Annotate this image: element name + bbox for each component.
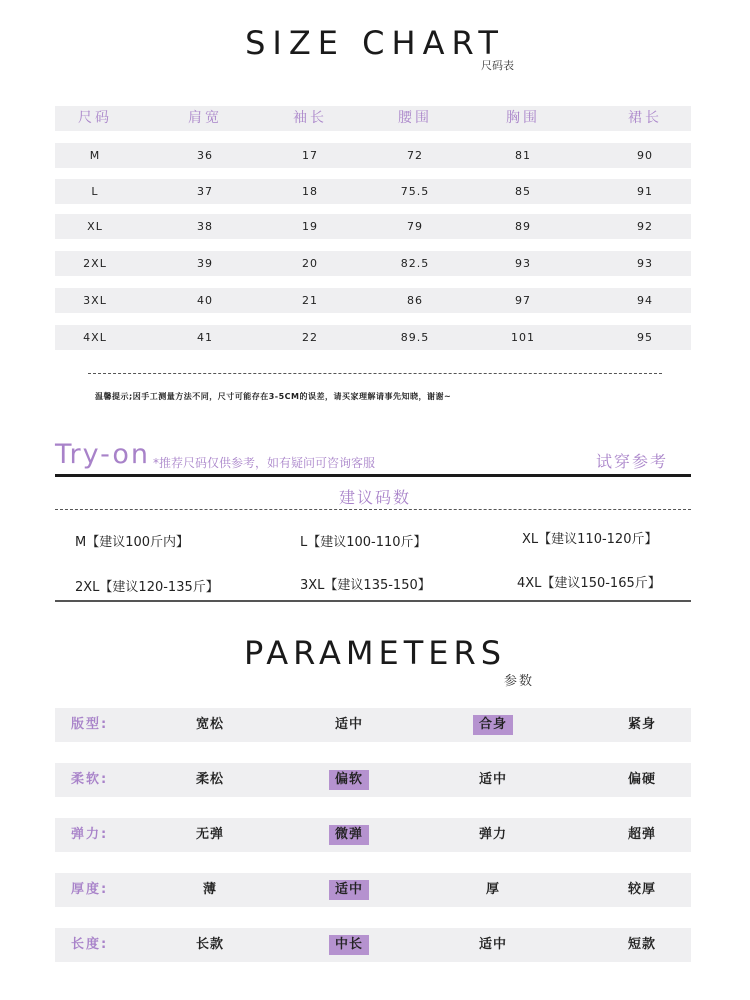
parameter-row: [55, 873, 691, 907]
table-cell: 17: [302, 149, 318, 162]
table-cell: 81: [515, 149, 531, 162]
table-header-cell: 袖长: [293, 110, 327, 126]
parameter-label: 厚度:: [71, 882, 109, 897]
parameter-option-selected: 合身: [473, 715, 513, 735]
parameter-option-selected: 中长: [329, 935, 369, 955]
parameter-option: 厚: [485, 882, 500, 897]
advice-item: M【建议100斤内】: [75, 535, 190, 550]
parameter-option: 适中: [478, 937, 507, 952]
table-cell: 92: [637, 220, 653, 233]
parameter-label: 长度:: [71, 937, 109, 952]
parameter-label: 版型:: [71, 717, 109, 732]
table-cell: 36: [197, 149, 213, 162]
table-cell: M: [89, 149, 101, 162]
parameter-option: 偏硬: [627, 772, 656, 787]
tryon-reference-label: 试穿参考: [596, 452, 669, 471]
parameter-label: 柔软:: [71, 772, 109, 787]
table-header-cell: 腰围: [398, 110, 432, 126]
advice-item: XL【建议110-120斤】: [522, 532, 658, 547]
table-header-row: [55, 106, 691, 131]
parameter-option-selected: 适中: [329, 880, 369, 900]
parameter-option: 宽松: [195, 717, 224, 732]
advice-item: 2XL【建议120-135斤】: [75, 580, 219, 595]
table-cell: 91: [637, 185, 653, 198]
table-cell: 82.5: [400, 257, 430, 270]
table-cell: 21: [302, 294, 318, 307]
table-cell: 85: [515, 185, 531, 198]
advice-item: 4XL【建议150-165斤】: [517, 576, 661, 591]
parameters-title: PARAMETERS: [243, 634, 507, 672]
table-cell: 39: [197, 257, 213, 270]
tryon-title: Try-on: [55, 439, 151, 470]
parameter-option-selected: 偏软: [329, 770, 369, 790]
divider: [55, 474, 691, 477]
parameters-subtitle: 参数: [504, 674, 535, 689]
parameter-option: 短款: [627, 937, 656, 952]
parameter-option: 超弹: [627, 827, 656, 842]
table-row: [55, 214, 691, 239]
table-row: [55, 143, 691, 168]
divider: [55, 600, 691, 602]
table-cell: 37: [197, 185, 213, 198]
table-cell: 4XL: [83, 331, 107, 344]
advice-item: 3XL【建议135-150】: [300, 578, 431, 593]
table-cell: 19: [302, 220, 318, 233]
table-cell: 86: [407, 294, 423, 307]
table-cell: 72: [407, 149, 423, 162]
table-cell: 38: [197, 220, 213, 233]
parameter-option: 长款: [195, 937, 224, 952]
parameter-option: 柔松: [195, 772, 224, 787]
table-cell: 41: [197, 331, 213, 344]
parameter-row: [55, 763, 691, 797]
table-header-cell: 裙长: [628, 110, 662, 126]
parameter-option: 适中: [478, 772, 507, 787]
parameter-row: [55, 708, 691, 742]
divider: [55, 509, 691, 510]
table-cell: 95: [637, 331, 653, 344]
parameter-option: 弹力: [478, 827, 507, 842]
table-header-cell: 尺码: [78, 110, 112, 126]
size-chart-title: SIZE CHART: [245, 24, 505, 62]
table-cell: 79: [407, 220, 423, 233]
divider: [88, 373, 662, 374]
measurement-tip: 温馨提示;因手工测量方法不同，尺寸可能存在3-5CM的误差，请买家理解请事先知晓，谢谢~: [95, 392, 452, 401]
table-cell: 93: [515, 257, 531, 270]
table-cell: 75.5: [400, 185, 430, 198]
table-cell: 89: [515, 220, 531, 233]
parameter-option: 紧身: [627, 717, 656, 732]
table-row: [55, 179, 691, 204]
table-row: [55, 325, 691, 350]
parameter-option: 较厚: [627, 882, 656, 897]
table-cell: 94: [637, 294, 653, 307]
table-cell: XL: [87, 220, 103, 233]
table-row: [55, 251, 691, 276]
table-cell: 20: [302, 257, 318, 270]
parameter-option: 适中: [334, 717, 363, 732]
parameter-option: 薄: [202, 882, 217, 897]
table-cell: L: [91, 185, 99, 198]
table-cell: 40: [197, 294, 213, 307]
table-cell: 22: [302, 331, 318, 344]
table-cell: 3XL: [83, 294, 107, 307]
table-cell: 90: [637, 149, 653, 162]
table-cell: 18: [302, 185, 318, 198]
table-header-cell: 胸围: [506, 110, 540, 126]
table-cell: 93: [637, 257, 653, 270]
table-cell: 101: [511, 331, 535, 344]
table-cell: 2XL: [83, 257, 107, 270]
parameter-row: [55, 928, 691, 962]
parameter-label: 弹力:: [71, 827, 109, 842]
table-header-cell: 肩宽: [188, 110, 222, 126]
advice-item: L【建议100-110斤】: [300, 535, 427, 550]
table-row: [55, 288, 691, 313]
size-chart-subtitle: 尺码表: [481, 59, 514, 72]
parameter-option-selected: 微弹: [329, 825, 369, 845]
parameter-option: 无弹: [195, 827, 224, 842]
tryon-note: *推荐尺码仅供参考，如有疑问可咨询客服: [153, 456, 376, 470]
parameter-row: [55, 818, 691, 852]
table-cell: 89.5: [400, 331, 430, 344]
advice-title: 建议码数: [338, 488, 411, 507]
table-cell: 97: [515, 294, 531, 307]
